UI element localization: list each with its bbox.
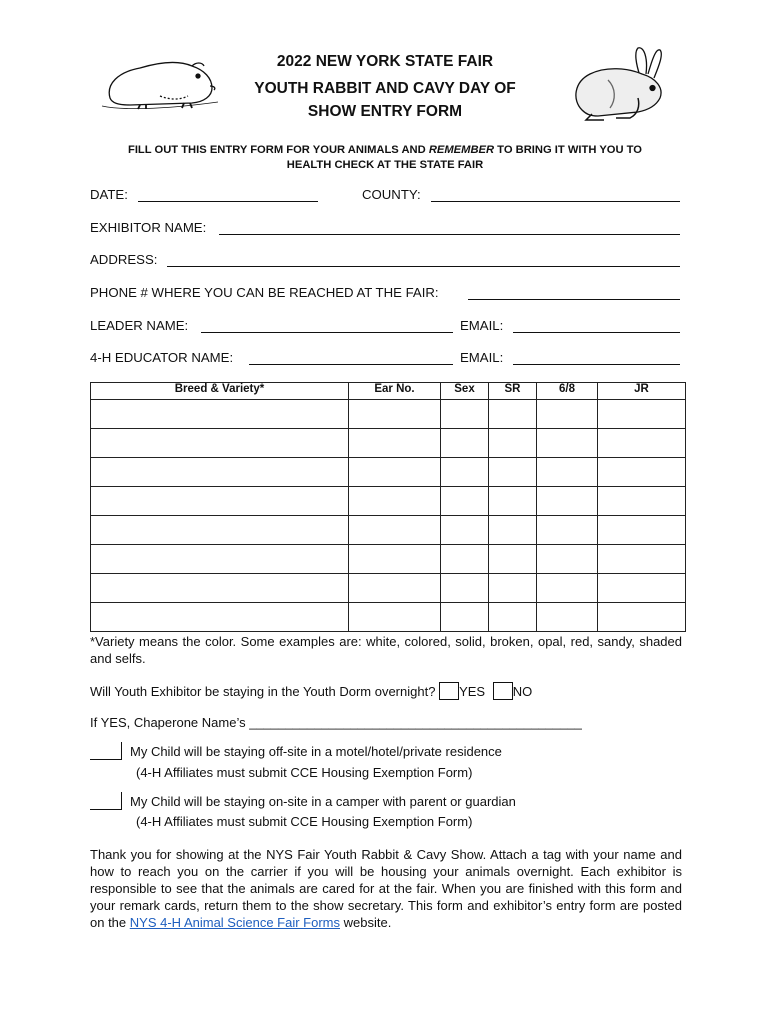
table-cell[interactable] [537, 487, 598, 516]
animal-entry-table [90, 382, 686, 632]
date-label: DATE: [90, 187, 128, 202]
dorm-no-checkbox[interactable] [493, 682, 513, 700]
closing-paragraph [90, 846, 682, 931]
table-cell[interactable] [91, 545, 349, 574]
onsite-line-1: My Child will be staying on-site in a camper with parent or guardian [130, 794, 516, 809]
table-cell[interactable] [598, 574, 686, 603]
phone-field[interactable] [468, 299, 680, 300]
onsite-line-2: (4-H Affiliates must submit CCE Housing Exemption Form) [136, 814, 473, 829]
col-sex: Sex [441, 383, 489, 400]
table-row [91, 429, 686, 458]
leader-email-label: EMAIL: [460, 318, 504, 333]
table-cell[interactable] [489, 400, 537, 429]
table-cell[interactable] [489, 458, 537, 487]
educator-email-field[interactable] [513, 364, 680, 365]
variety-note: *Variety means the color. Some examples are: white, colored, solid, broken, opal, red, sandy, shaded and selfs. [90, 634, 682, 666]
educator-name-field[interactable] [249, 364, 453, 365]
table-cell[interactable] [349, 574, 441, 603]
educator-email-label: EMAIL: [460, 350, 504, 365]
title-line-1: 2022 NEW YORK STATE FAIR [276, 53, 494, 70]
phone-label: PHONE # WHERE YOU CAN BE REACHED AT THE FAIR: [90, 285, 439, 300]
table-cell[interactable] [349, 429, 441, 458]
dorm-question [90, 682, 532, 700]
table-cell[interactable] [489, 429, 537, 458]
table-row [91, 487, 686, 516]
county-label: COUNTY: [362, 187, 421, 202]
table-cell[interactable] [489, 545, 537, 574]
dorm-question-text: Will Youth Exhibitor be staying in the Youth Dorm overnight? [90, 684, 436, 699]
closing-text: Thank you for showing at the NYS Fair Youth Rabbit & Cavy Show. Attach a tag with your name and how to reach you on the carrier if you will be housing your animals overnight. Each exhibitor is responsible to see that the animals are cared for at the fair. When you are finished with this form and your remark cards, return them to the show secretary. This form and exhibitor’s entry form are posted on the [90, 847, 682, 930]
dorm-yes-label: YES [459, 684, 486, 699]
table-cell[interactable] [349, 545, 441, 574]
address-label: ADDRESS: [90, 252, 158, 267]
table-cell[interactable] [489, 574, 537, 603]
intro-text: FILL OUT THIS ENTRY FORM FOR YOUR ANIMALS AND [127, 144, 429, 156]
offsite-option [90, 742, 502, 760]
table-row [91, 458, 686, 487]
col-breed-variety: Breed & Variety* [91, 383, 349, 400]
table-cell[interactable] [441, 545, 489, 574]
dorm-no-label: NO [512, 684, 533, 699]
table-row [91, 603, 686, 632]
table-cell[interactable] [441, 603, 489, 632]
intro-emphasis: REMEMBER [428, 144, 495, 156]
table-cell[interactable] [349, 400, 441, 429]
table-cell[interactable] [537, 545, 598, 574]
onsite-option [90, 792, 516, 810]
col-ear-no: Ear No. [349, 383, 441, 400]
table-cell[interactable] [441, 429, 489, 458]
table-cell[interactable] [349, 487, 441, 516]
table-row [91, 545, 686, 574]
table-cell[interactable] [598, 400, 686, 429]
intro-line-2: HEALTH CHECK AT THE STATE FAIR [286, 159, 484, 171]
table-cell[interactable] [91, 400, 349, 429]
date-field[interactable] [138, 201, 318, 202]
title-line-2: YOUTH RABBIT AND CAVY DAY OF [254, 80, 516, 97]
table-cell[interactable] [441, 574, 489, 603]
table-cell[interactable] [598, 545, 686, 574]
animal-science-forms-link[interactable]: NYS 4-H Animal Science Fair Forms [129, 915, 340, 930]
table-cell[interactable] [598, 458, 686, 487]
table-cell[interactable] [537, 429, 598, 458]
table-cell[interactable] [537, 603, 598, 632]
exhibitor-name-field[interactable] [219, 234, 680, 235]
closing-end: website. [340, 915, 392, 930]
table-cell[interactable] [91, 487, 349, 516]
leader-email-field[interactable] [513, 332, 680, 333]
table-cell[interactable] [349, 516, 441, 545]
intro-text-end: TO BRING IT WITH YOU TO [494, 144, 643, 156]
table-cell[interactable] [349, 458, 441, 487]
col-6-8: 6/8 [537, 383, 598, 400]
table-cell[interactable] [537, 574, 598, 603]
table-cell[interactable] [441, 516, 489, 545]
table-row [91, 516, 686, 545]
table-cell[interactable] [91, 458, 349, 487]
offsite-line-1: My Child will be staying off-site in a motel/hotel/private residence [130, 744, 502, 759]
offsite-checkbox[interactable] [90, 742, 122, 760]
table-cell[interactable] [489, 603, 537, 632]
title-line-3: SHOW ENTRY FORM [307, 103, 463, 120]
table-cell[interactable] [489, 516, 537, 545]
instructions [88, 143, 682, 173]
table-cell[interactable] [441, 458, 489, 487]
table-cell[interactable] [91, 516, 349, 545]
address-field[interactable] [167, 266, 680, 267]
table-cell[interactable] [537, 458, 598, 487]
table-cell[interactable] [598, 603, 686, 632]
table-cell[interactable] [537, 400, 598, 429]
table-cell[interactable] [91, 603, 349, 632]
table-cell[interactable] [489, 487, 537, 516]
leader-name-field[interactable] [201, 332, 453, 333]
onsite-checkbox[interactable] [90, 792, 122, 810]
county-field[interactable] [431, 201, 680, 202]
chaperone-name-field[interactable]: If YES, Chaperone Name’s ______________________________________________ [90, 715, 582, 730]
table-cell[interactable] [598, 487, 686, 516]
table-cell[interactable] [441, 487, 489, 516]
table-cell[interactable] [91, 429, 349, 458]
exhibitor-name-label: EXHIBITOR NAME: [90, 220, 207, 235]
leader-name-label: LEADER NAME: [90, 318, 189, 333]
table-cell[interactable] [349, 603, 441, 632]
col-jr: JR [598, 383, 686, 400]
dorm-yes-checkbox[interactable] [439, 682, 459, 700]
table-cell[interactable] [91, 574, 349, 603]
table-cell[interactable] [598, 429, 686, 458]
table-cell[interactable] [598, 516, 686, 545]
offsite-line-2: (4-H Affiliates must submit CCE Housing Exemption Form) [136, 765, 473, 780]
table-cell[interactable] [537, 516, 598, 545]
col-sr: SR [489, 383, 537, 400]
table-row [91, 400, 686, 429]
form-title [180, 50, 590, 123]
educator-name-label: 4-H EDUCATOR NAME: [90, 350, 234, 365]
table-cell[interactable] [441, 400, 489, 429]
table-row [91, 574, 686, 603]
